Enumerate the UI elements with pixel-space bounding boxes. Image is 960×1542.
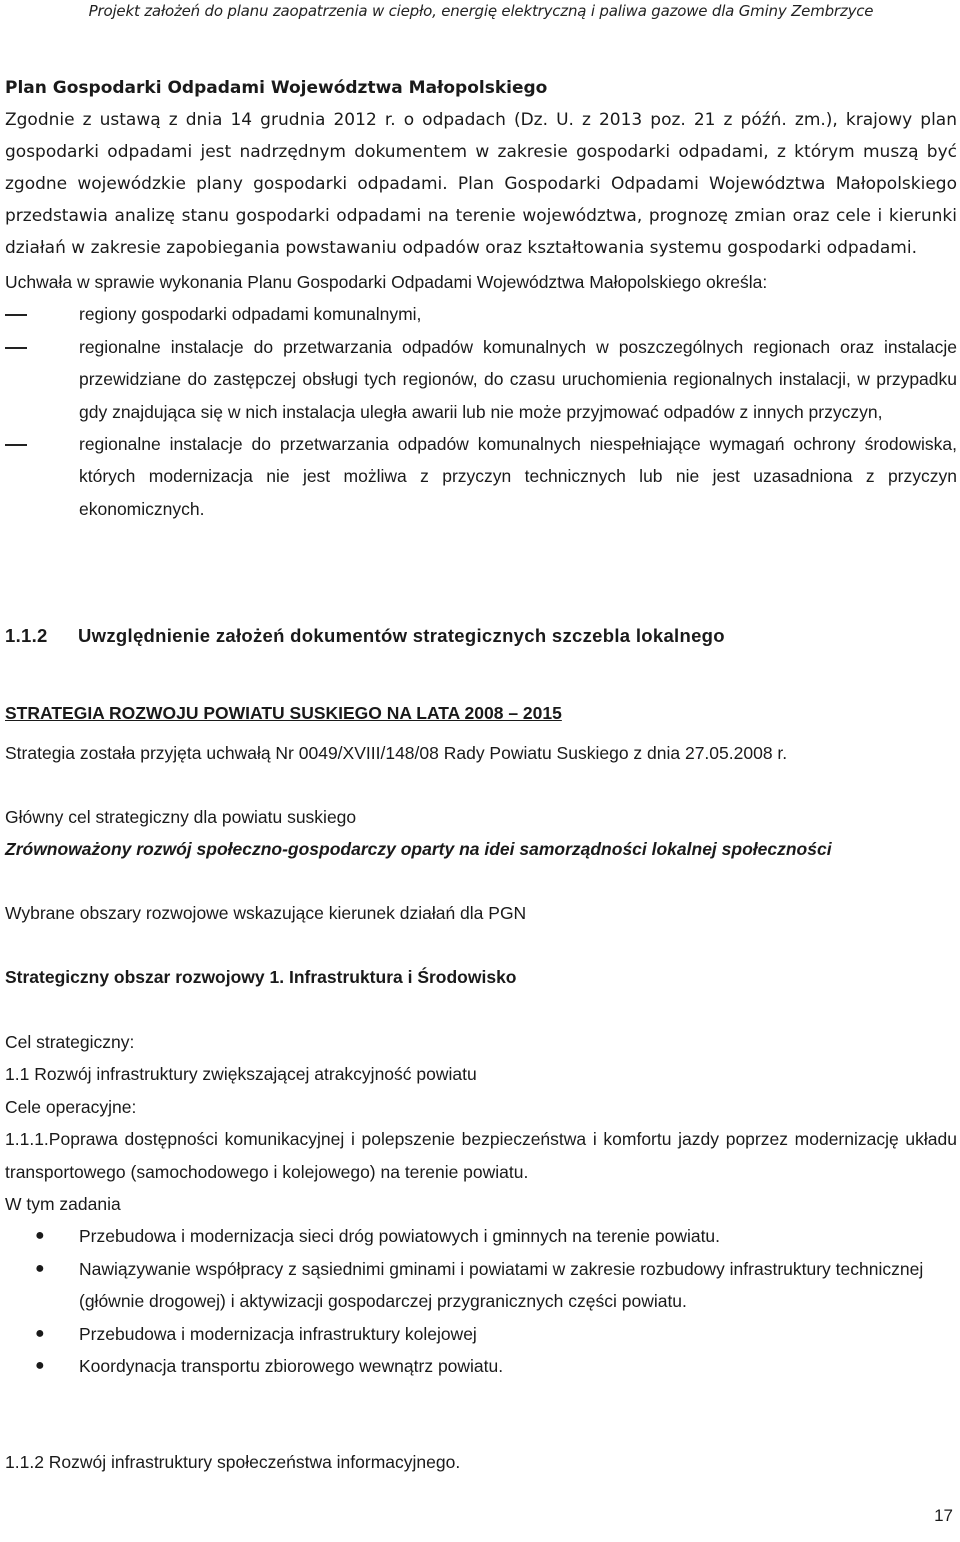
list-item: ● Przebudowa i modernizacja infrastruktury kolejowej: [5, 1318, 957, 1350]
plan-item-list: [5, 298, 957, 525]
plan-heading: Plan Gospodarki Odpadami Województwa Małopolskiego: [5, 78, 548, 98]
page-header: [5, 0, 957, 26]
strategy-title: STRATEGIA ROZWOJU POWIATU SUSKIEGO NA LATA 2008 – 2015: [5, 703, 562, 723]
bullet-marker: ●: [35, 1227, 45, 1245]
selected-areas: Wybrane obszary rozwojowe wskazujące kierunek działań dla PGN: [5, 903, 527, 923]
section-number: 1.1.2: [5, 625, 48, 646]
main-goal: Zrównoważony rozwój społeczno-gospodarczy oparty na idei samorządności lokalnej społeczności: [5, 839, 832, 860]
list-item: ● Koordynacja transportu zbiorowego wewnątrz powiatu.: [5, 1350, 957, 1382]
goal-label: Cel strategiczny:: [5, 1032, 135, 1052]
plan-section: [5, 72, 957, 264]
main-goal-label: Główny cel strategiczny dla powiatu suskiego: [5, 807, 357, 827]
list-item: regionalne instalacje do przetwarzania odpadów komunalnych w poszczególnych regionach oraz instalacje przewidziane do zastępczej obsługi tych regionów, do czasu uruchomienia regionalnych instalacji, w przypadku gdy znajdująca się w nich instalacja uległa awarii lub nie może przyjmować odpadów z innych przyczyn,: [79, 336, 957, 422]
header-title: Projekt założeń do planu zaopatrzenia w ciepło, energię elektryczną i paliwa gazowe dla Gminy Zembrzyce: [88, 2, 874, 20]
operational-goal-1-1-2: 1.1.2 Rozwój infrastruktury społeczeństwa informacyjnego.: [5, 1452, 461, 1472]
plan-paragraph-1: Zgodnie z ustawą z dnia 14 grudnia 2012 r. o odpadach (Dz. U. z 2013 poz. 21 z późń. zm.), krajowy plan gospodarki odpadami jest nadrzędnym dokumentem w zakresie gospodarki odpadami, z którym muszą być zgodne wojewódzkie plany gospodarki odpadami. Plan Gospodarki Odpadami Województwa Małopolskiego przedstawia analizę stanu gospodarki odpadami na terenie województwa, prognozę zmian oraz cele i kierunki działań w zakresie zapobiegania powstawaniu odpadów oraz kształtowania systemu gospodarki odpadami.: [5, 110, 957, 258]
goal-1-1: 1.1 Rozwój infrastruktury zwiększającej atrakcyjność powiatu: [5, 1064, 477, 1085]
bullet-marker: ●: [35, 1259, 45, 1277]
section-heading: [5, 620, 957, 652]
area-1: Strategiczny obszar rozwojowy 1. Infrastruktura i Środowisko: [5, 967, 517, 987]
plan-paragraph-2: Uchwała w sprawie wykonania Planu Gospodarki Odpadami Województwa Małopolskiego określa:: [5, 272, 768, 292]
list-item: regiony gospodarki odpadami komunalnymi,: [79, 304, 422, 325]
list-item: ● Przebudowa i modernizacja sieci dróg powiatowych i gminnych na terenie powiatu.: [5, 1220, 957, 1252]
strategy-adopted: Strategia została przyjęta uchwałą Nr 0049/XVIII/148/08 Rady Powiatu Suskiego z dnia 27.05.2008 r.: [5, 743, 788, 763]
tasks-label: W tym zadania: [5, 1194, 121, 1215]
operational-label: Cele operacyjne:: [5, 1096, 137, 1117]
list-item: ● Nawiązywanie współpracy z sąsiednimi gminami i powiatami w zakresie rozbudowy infrastruktury technicznej (głównie drogowej) i aktywizacji gospodarczej przygranicznych części powiatu.: [5, 1253, 957, 1318]
plan-details: [5, 266, 957, 525]
bullet-marker: ●: [35, 1324, 45, 1342]
main-goal-block: [5, 801, 957, 866]
goals-block: [5, 1026, 957, 1382]
section-title: Uwzględnienie założeń dokumentów strategicznych szczebla lokalnego: [78, 625, 725, 646]
list-item: regionalne instalacje do przetwarzania odpadów komunalnych niespełniające wymagań ochrony środowiska, których modernizacja nie jest możliwa z przyczyn technicznych lub nie jest uzasadniona z przyczyn ekonomicznych.: [79, 434, 957, 519]
bullet-marker: ●: [35, 1357, 45, 1375]
operational-goal-1-1-1: 1.1.1.Poprawa dostępności komunikacyjnej i polepszenie bezpieczeństwa i komfortu jazdy poprzez modernizację układu transportowego (samochodowego i kolejowego) na terenie powiatu.: [5, 1129, 957, 1182]
page-number: 17: [934, 1506, 953, 1525]
task-list: [5, 1220, 957, 1382]
